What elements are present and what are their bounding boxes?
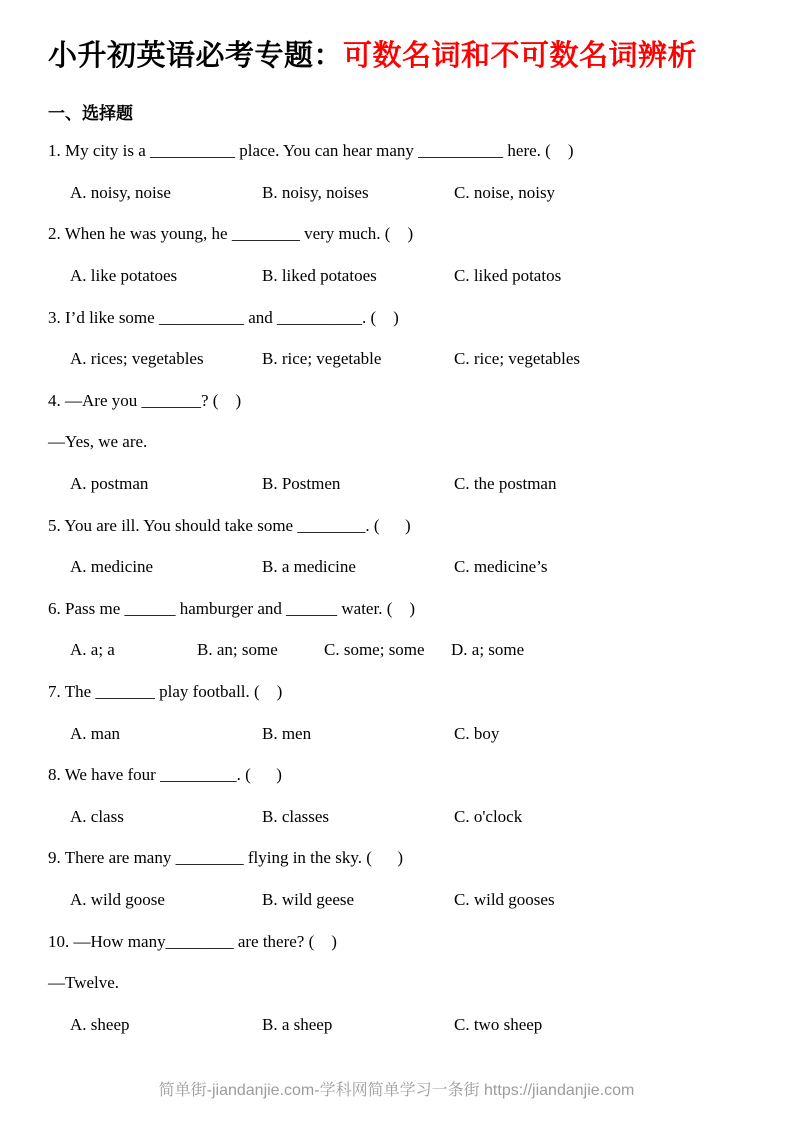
question-text: 2. When he was young, he ________ very much. ( )	[48, 224, 414, 244]
options-row	[48, 1004, 747, 1046]
question-1	[48, 130, 747, 213]
question-6	[48, 588, 747, 671]
option-A: A. sheep	[70, 1014, 130, 1034]
question-7	[48, 671, 747, 754]
option-C: C. noise, noisy	[454, 182, 556, 202]
options-row	[48, 629, 747, 671]
option-C: C. boy	[454, 723, 500, 743]
title-topic-label: 小升初英语必考专题：	[48, 40, 344, 72]
option-A: A. class	[70, 806, 124, 826]
options-row	[48, 796, 747, 838]
option-A: A. postman	[70, 474, 149, 493]
question-3	[48, 297, 747, 380]
option-A: A. wild goose	[70, 889, 165, 909]
option-B: B. wild geese	[262, 889, 355, 909]
option-B: B. rice; vegetable	[262, 349, 382, 369]
option-B: B. a medicine	[262, 557, 356, 577]
question-followup-text: —Yes, we are.	[48, 432, 148, 452]
footer-text: 简单街-jiandanjie.com-学科网简单学习一条街 https://jiandanjie.com	[158, 1082, 635, 1099]
option-C: C. liked potatos	[454, 266, 562, 286]
question-text: 5. You are ill. You should take some ________. ( )	[48, 515, 411, 535]
option-A: A. man	[70, 723, 121, 743]
option-C: C. some; some	[324, 640, 425, 660]
page-title	[48, 38, 747, 74]
option-B: B. liked potatoes	[262, 266, 377, 286]
option-C: C. the postman	[454, 474, 557, 493]
options-row	[48, 338, 747, 380]
option-A: A. rices; vegetables	[70, 349, 204, 369]
option-C: C. rice; vegetables	[454, 349, 581, 369]
option-D: D. a; some	[451, 640, 525, 660]
option-C: C. wild gooses	[454, 889, 555, 909]
question-text: 8. We have four _________. ( )	[48, 765, 282, 785]
option-A: A. noisy, noise	[70, 182, 171, 202]
options-row	[48, 879, 747, 921]
question-8	[48, 754, 747, 837]
options-row	[48, 255, 747, 297]
option-B: B. Postmen	[262, 474, 341, 493]
options-row	[48, 713, 747, 755]
question-10	[48, 921, 747, 1046]
option-A: A. like potatoes	[70, 266, 178, 286]
section-heading: 一、选择题	[48, 104, 133, 124]
question-4	[48, 380, 747, 505]
question-followup-text: —Twelve.	[48, 973, 120, 993]
title-topic-highlight: 可数名词和不可数名词辨析	[343, 40, 698, 72]
question-text: 7. The _______ play football. ( )	[48, 681, 283, 701]
option-C: C. two sheep	[454, 1014, 543, 1034]
question-5	[48, 505, 747, 588]
question-text: 3. I’d like some __________ and __________. ( )	[48, 307, 399, 327]
question-2	[48, 213, 747, 296]
option-A: A. a; a	[70, 640, 115, 660]
question-text: 4. —Are you _______? ( )	[48, 390, 242, 410]
options-row	[48, 463, 747, 505]
option-B: B. classes	[262, 806, 330, 826]
question-list	[48, 130, 747, 1045]
question-text: 6. Pass me ______ hamburger and ______ water. ( )	[48, 598, 416, 618]
option-B: B. noisy, noises	[262, 182, 369, 202]
options-row	[48, 172, 747, 214]
question-text: 10. —How many________ are there? ( )	[48, 931, 337, 951]
option-B: B. an; some	[197, 640, 278, 660]
option-B: B. a sheep	[262, 1014, 333, 1034]
question-text: 9. There are many ________ flying in the sky. ( )	[48, 848, 404, 868]
option-C: C. o'clock	[454, 806, 523, 826]
options-row	[48, 546, 747, 588]
question-9	[48, 837, 747, 920]
question-text: 1. My city is a __________ place. You can hear many __________ here. ( )	[48, 141, 574, 161]
option-B: B. men	[262, 723, 312, 743]
option-A: A. medicine	[70, 557, 154, 577]
option-C: C. medicine’s	[454, 557, 548, 577]
